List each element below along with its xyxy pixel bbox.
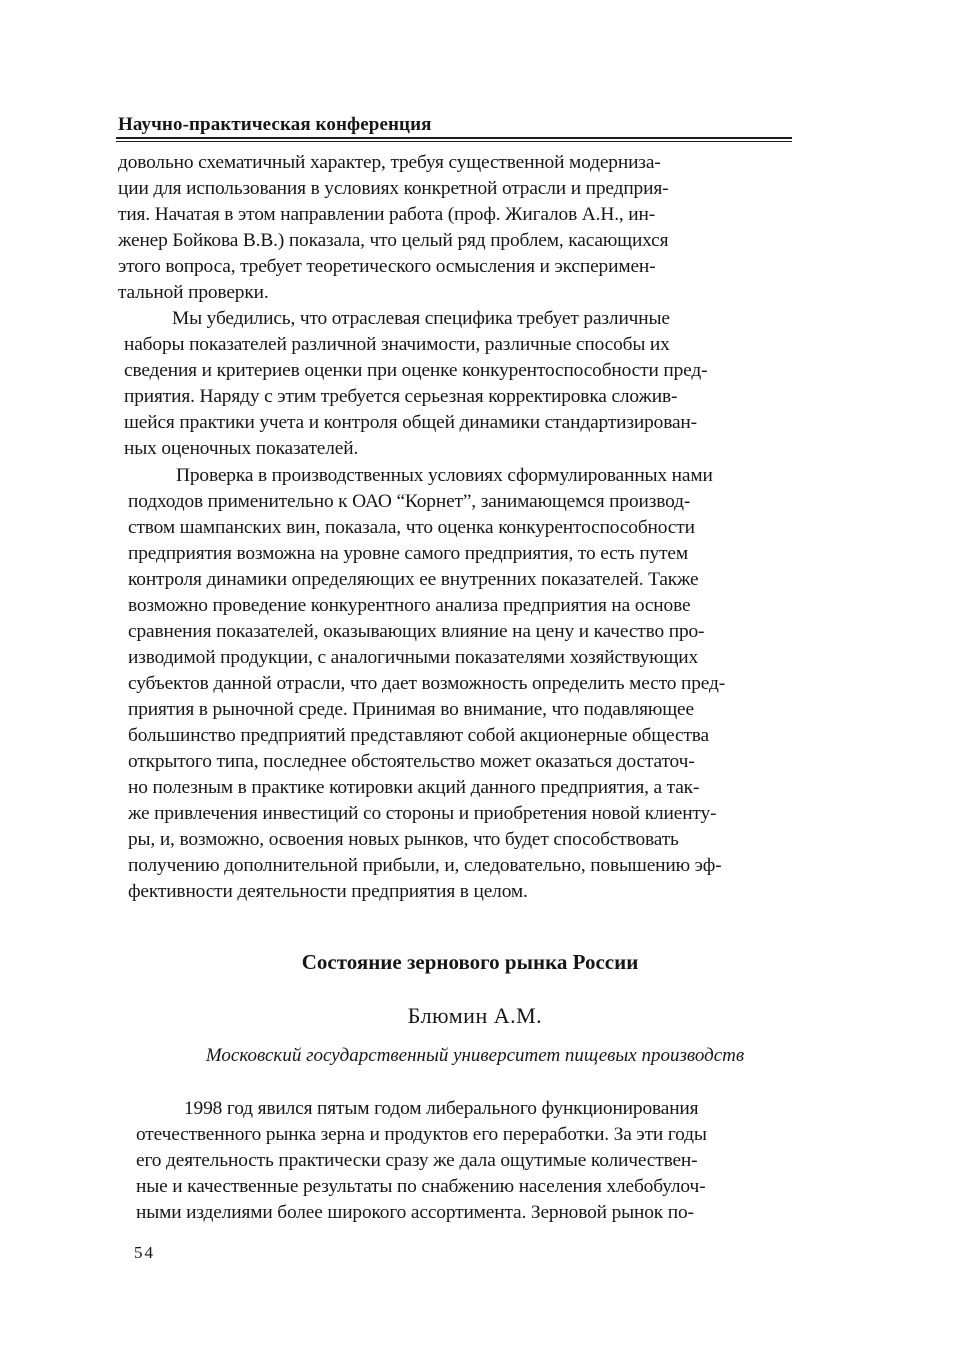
- text-line: тальной проверки.: [118, 282, 269, 303]
- page-number: 54: [134, 1243, 155, 1262]
- author-name: Блюмин А.М.: [407, 1003, 543, 1028]
- text-line: ных оценочных показателей.: [124, 438, 359, 459]
- text-line: 1998 год явился пятым годом либерального функционирования: [184, 1098, 699, 1119]
- text-line: ством шампанских вин, показала, что оценка конкурентоспособности: [128, 517, 695, 538]
- text-line: возможно проведение конкурентного анализа предприятия на основе: [128, 595, 691, 616]
- text-line: отечественного рынка зерна и продуктов его переработки. За эти годы: [136, 1124, 707, 1145]
- text-line: ными изделиями более широкого ассортимента. Зерновой рынок по-: [136, 1202, 694, 1223]
- text-line: предприятия возможна на уровне самого предприятия, то есть путем: [128, 543, 688, 564]
- text-line: этого вопроса, требует теоретического осмысления и эксперимен-: [118, 256, 656, 277]
- text-line: но полезным в практике котировки акций данного предприятия, а так-: [128, 777, 700, 798]
- text-line: тия. Начатая в этом направлении работа (проф. Жигалов А.Н., ин-: [118, 204, 656, 225]
- section-title: Состояние зернового рынка России: [301, 950, 639, 974]
- text-line: фективности деятельности предприятия в целом.: [128, 881, 528, 902]
- text-line: приятия. Наряду с этим требуется серьезная корректировка сложив-: [124, 386, 678, 407]
- text-line: же привлечения инвестиций со стороны и приобретения новой клиенту-: [128, 803, 717, 824]
- text-line: сравнения показателей, оказывающих влияние на цену и качество про-: [128, 621, 705, 642]
- text-line: наборы показателей различной значимости, различные способы их: [124, 334, 670, 355]
- text-line: довольно схематичный характер, требуя существенной модерниза-: [118, 152, 661, 173]
- text-line: ные и качественные результаты по снабжению населения хлебобулоч-: [136, 1176, 706, 1197]
- text-line: сведения и критериев оценки при оценке конкурентоспособности пред-: [124, 360, 708, 381]
- author-affiliation: Московский государственный университет пищевых производств: [205, 1045, 745, 1066]
- text-line: субъектов данной отрасли, что дает возможность определить место пред-: [128, 673, 725, 694]
- text-line: приятия в рыночной среде. Принимая во внимание, что подавляющее: [128, 699, 694, 720]
- text-line: Мы убедились, что отраслевая специфика требует различные: [172, 308, 670, 329]
- text-line: большинство предприятий представляют собой акционерные общества: [128, 725, 709, 746]
- header-rule: [116, 137, 792, 142]
- text-line: женер Бойкова В.В.) показала, что целый ряд проблем, касающихся: [118, 230, 669, 251]
- text-line: подходов применительно к ОАО “Корнет”, занимающемся производ-: [128, 491, 691, 512]
- text-line: получению дополнительной прибыли, и, следовательно, повышению эф-: [128, 855, 722, 876]
- text-line: открытого типа, последнее обстоятельство может оказаться достаточ-: [128, 751, 695, 772]
- text-line: контроля динамики определяющих ее внутренних показателей. Также: [128, 569, 699, 590]
- text-line: ры, и, возможно, освоения новых рынков, что будет способствовать: [128, 829, 679, 850]
- text-line: Проверка в производственных условиях сформулированных нами: [176, 465, 713, 486]
- text-line: шейся практики учета и контроля общей динамики стандартизирован-: [124, 412, 697, 433]
- text-line: ции для использования в условиях конкретной отрасли и предприя-: [118, 178, 669, 199]
- text-line: изводимой продукции, с аналогичными показателями хозяйствующих: [128, 647, 699, 668]
- text-line: его деятельность практически сразу же дала ощутимые количествен-: [136, 1150, 698, 1171]
- running-head: Научно-практическая конференция: [118, 114, 432, 135]
